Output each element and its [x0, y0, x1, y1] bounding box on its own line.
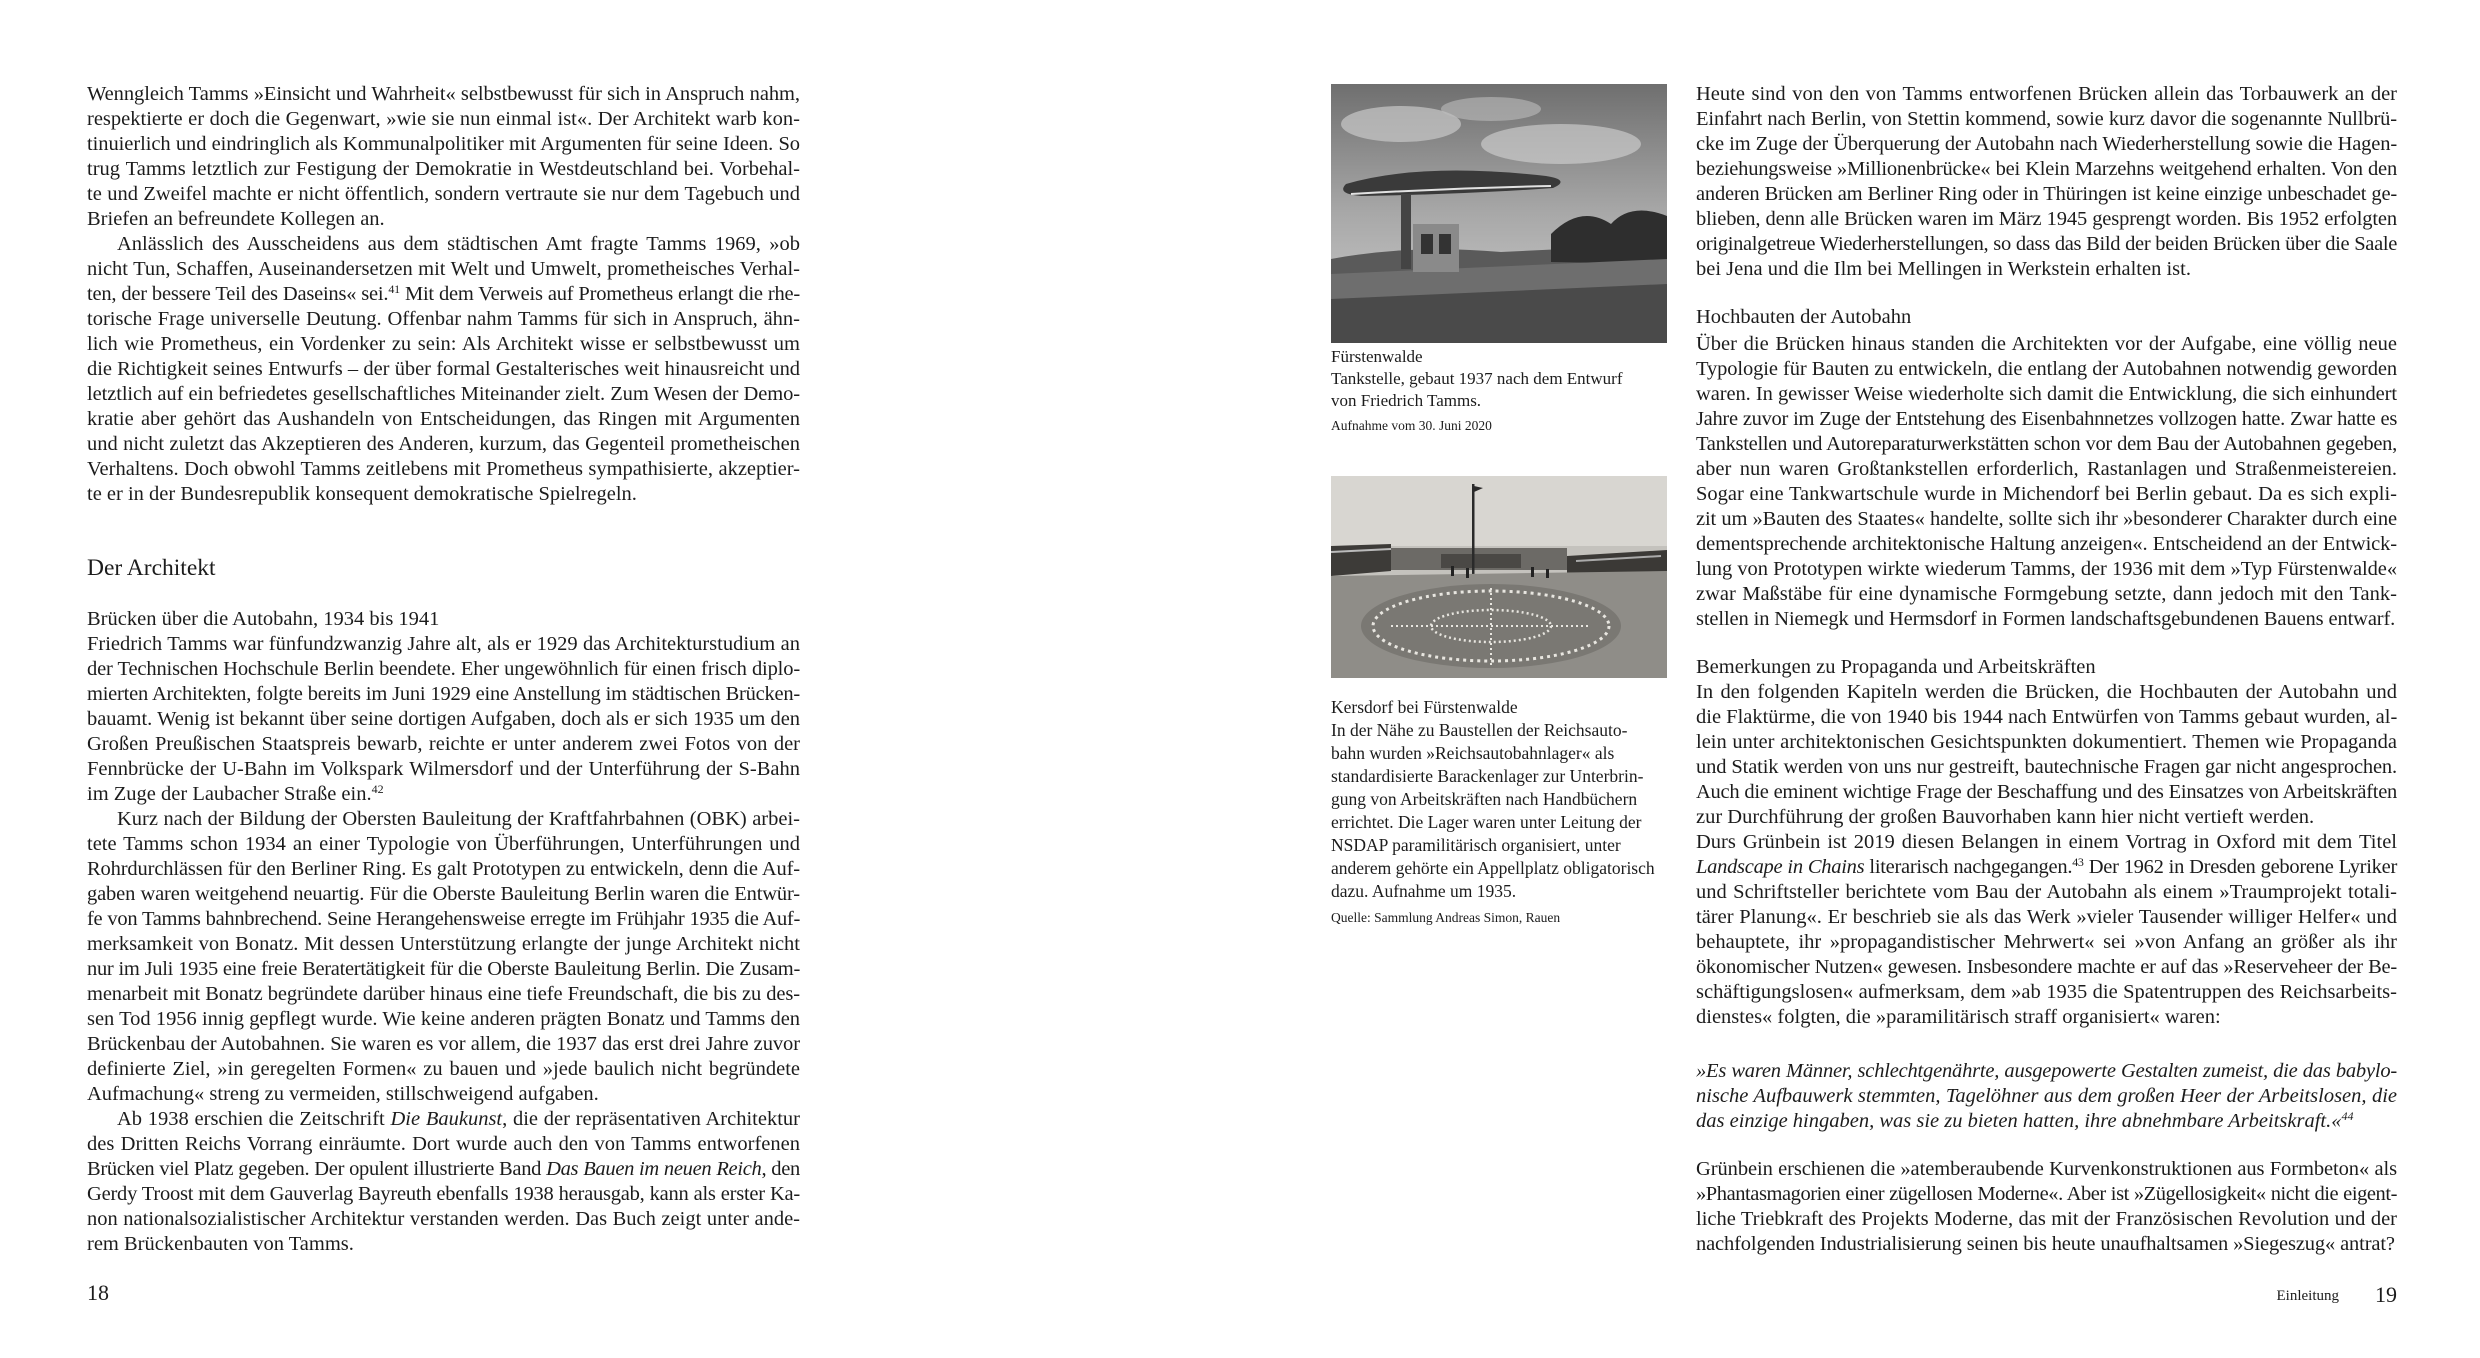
text-line: Durs Grünbein ist 2019 diesen Belangen in einem Vortrag in Oxford mit dem Titel	[1696, 831, 2397, 853]
text-line: Sogar eine Tankwartschule wurde in Michendorf bei Berlin gebaut. Da es sich expli-	[1696, 483, 2397, 505]
text-line: der Technischen Hochschule Berlin beendete. Eher ungewöhnlich für einen frisch diplo-	[87, 658, 800, 680]
text-line: des Dritten Reichs Vorrang einräumte. Dort wurde auch den von Tamms entworfenen	[87, 1133, 800, 1155]
paragraph	[87, 1107, 800, 1257]
text-line: rem Brückenbauten von Tamms.	[87, 1233, 354, 1255]
caption-line: dazu. Aufnahme um 1935.	[1331, 881, 1517, 901]
text-line: letztlich auf ein befriedetes gesellschaftliches Miteinander zielt. Zum Wesen der Demo-	[87, 383, 800, 405]
text-line: Kurz nach der Bildung der Obersten Bauleitung der Kraftfahrbahnen (OBK) arbei-	[117, 808, 800, 830]
italic-title: Das Bauen im neuen Reich	[546, 1158, 762, 1180]
text-line: tärer Planung«. Er beschrieb sie als das Werk »vieler Tausender williger Helfer« und	[1696, 906, 2397, 928]
page-footer-right	[2277, 1282, 2398, 1308]
caption-line: NSDAP paramilitärisch organisiert, unter	[1331, 835, 1621, 855]
text-line: Friedrich Tamms war fünfundzwanzig Jahre alt, als er 1929 das Architekturstudium an	[87, 633, 800, 655]
text-line: dementsprechende architektonische Haltung anzeigen«. Entscheidend an der Entwick-	[1696, 533, 2397, 555]
text-line	[1696, 855, 2397, 880]
text-line	[87, 782, 800, 807]
text-line: lung von Prototypen wirkte wiederum Tamms, der 1936 mit dem »Typ Fürstenwalde«	[1696, 558, 2397, 580]
text-line: Rohrdurchlässen für den Berliner Ring. Es galt Prototypen zu entwickeln, denn die Auf-	[87, 858, 800, 880]
caption-line: von Friedrich Tamms.	[1331, 391, 1482, 410]
text-line: originalgetreue Wiederherstellungen, so dass das Bild der beiden Brücken über die Saale	[1696, 233, 2397, 255]
text-line: Der Architekt	[87, 555, 216, 581]
paragraph	[1696, 1157, 2397, 1257]
caption-line: bahn wurden »Reichsautobahnlager« als	[1331, 743, 1615, 763]
text-line: fe von Tamms bahnbrechend. Seine Herangehensweise erregte im Frühjahr 1935 die Auf-	[87, 908, 800, 930]
text-line: Hochbauten der Autobahn	[1696, 306, 1912, 328]
text-line	[1696, 1109, 2397, 1134]
text-line: anderen Brücken am Berliner Ring oder in Thüringen ist keine einzige unbeschadet ge-	[1696, 183, 2397, 205]
text-line: Jahre zuvor im Zuge der Entstehung des Eisenbahnnetzes vollzogen hatte. Zwar hatte es	[1696, 408, 2397, 430]
text-line: waren. In gewisser Weise wiederholte sich damit die Entwicklung, die sich einhundert	[1696, 383, 2397, 405]
text-line: Wenngleich Tamms »Einsicht und Wahrheit« selbstbewusst für sich in Anspruch nahm,	[87, 83, 800, 105]
paragraph	[1696, 830, 2397, 1030]
text-line: respektierte er doch die Gegenwart, »wie sie nun einmal ist«. Der Architekt warb kon-	[87, 108, 800, 130]
text-line: Verhaltens. Doch obwohl Tamms zeitlebens mit Prometheus sympathisierte, akzeptier-	[87, 458, 800, 480]
paragraph	[87, 232, 800, 507]
paragraph	[1696, 82, 2397, 282]
text-line: »Phantasmagorien einer zügellosen Moderne«. Aber ist »Zügellosigkeit« nicht die eigent-	[1696, 1183, 2397, 1205]
text-run: das einzige hingaben, was sie zu bieten hatten, ihre abnehmbare Arbeitskraft.«	[1696, 1110, 2342, 1132]
paragraph	[1696, 680, 2397, 830]
text-line: Heute sind von den von Tamms entworfenen Brücken allein das Torbauwerk an der	[1696, 83, 2397, 105]
text-line: die Richtigkeit seines Entwurfs – der über formal Gestalterisches weit hinausreicht und	[87, 358, 800, 380]
text-line: nicht Tun, Schaffen, Auseinandersetzen mit Welt und Umwelt, prometheisches Verhal-	[87, 258, 800, 280]
paragraph	[87, 807, 800, 1107]
text-line: merksamkeit von Bonatz. Mit dessen Unterstützung erlangte der junge Architekt nicht	[87, 933, 800, 955]
caption-note: Aufnahme vom 30. Juni 2020	[1331, 418, 1492, 433]
italic-title: Landscape in Chains	[1696, 856, 1865, 878]
text-line	[87, 1157, 800, 1182]
text-line: cke im Zuge der Überquerung der Autobahn nach Wiederherstellung sowie die Hagen-	[1696, 133, 2397, 155]
text-line: Aufmachung« streng zu vermeiden, stillschweigend aufgaben.	[87, 1083, 599, 1105]
page-number-right: 19	[2375, 1282, 2397, 1307]
caption-line: errichtet. Die Lager waren unter Leitung der	[1331, 812, 1642, 832]
text-line: lein unter architektonischen Gesichtspunkten dokumentiert. Themen wie Propaganda	[1696, 731, 2397, 753]
text-line: tinuierlich und eindringlich als Kommunalpolitiker mit Argumenten für seine Ideen. So	[87, 133, 800, 155]
text-line: te und Zweifel machte er nicht öffentlich, sondern vertraute sie nur dem Tagebuch und	[87, 183, 800, 205]
text-line: liche Triebkraft des Projekts Moderne, das mit der Französischen Revolution und der	[1696, 1208, 2397, 1230]
text-run: im Zuge der Laubacher Straße ein.	[87, 783, 372, 805]
footnote-ref: 43	[2072, 855, 2084, 869]
text-run: Ab 1938 erschien die Zeitschrift	[117, 1108, 391, 1130]
text-line: ökonomischer Nutzen« gewesen. Insbesondere machte er auf das »Reserveheer der Be-	[1696, 956, 2397, 978]
caption-line: anderem gehörte ein Appellplatz obligatorisch	[1331, 858, 1655, 878]
text-line: tete Tamms schon 1934 an einer Typologie von Überführungen, Unterführungen und	[87, 833, 800, 855]
text-line: dienstes« folgten, die »paramilitärisch straff organisiert« waren:	[1696, 1006, 2221, 1028]
text-line: te er in der Bundesrepublik konsequent demokratische Spielregeln.	[87, 483, 637, 505]
labor-camp-photo	[1331, 476, 1667, 678]
text-line: bei Jena und die Ilm bei Mellingen in Werkstein erhalten ist.	[1696, 258, 2191, 280]
text-line: Brücken über die Autobahn, 1934 bis 1941	[87, 608, 440, 630]
text-line: blieben, denn alle Brücken waren im März 1945 gesprengt worden. Bis 1952 erfolgten	[1696, 208, 2397, 230]
figure-caption-2	[1331, 696, 1691, 929]
text-run: literarisch nachgegangen.	[1864, 856, 2073, 878]
text-line: bauamt. Wenig ist bekannt über seine dortigen Aufgaben, doch als er sich 1935 um den	[87, 708, 800, 730]
italic-title: Die Baukunst	[390, 1108, 503, 1130]
text-line: Bemerkungen zu Propaganda und Arbeitskräften	[1696, 656, 2096, 678]
paragraph	[1696, 332, 2397, 632]
text-line: und nicht zuletzt das Akzeptieren des Anderen, kurzum, das Gegenteil prometheischen	[87, 433, 800, 455]
figure-caption-1	[1331, 346, 1691, 437]
block-quote	[1696, 1059, 2397, 1134]
text-run: ten, der bessere Teil des Daseins« sei.	[87, 283, 389, 305]
text-line: Gerdy Troost mit dem Gauverlag Bayreuth ebenfalls 1938 herausgab, kann als erster Ka-	[87, 1183, 800, 1205]
text-line	[87, 1107, 800, 1132]
text-line: Fennbrücke der U-Bahn im Volkspark Wilmersdorf und der Unterführung der S-Bahn	[87, 758, 800, 780]
text-line: und Statik werden von uns nur gestreift, bautechnische Fragen gar nicht angesprochen.	[1696, 756, 2397, 778]
text-line: lich wie Prometheus, ein Vordenker zu sein: Als Architekt wisse er selbstbewusst um	[87, 333, 800, 355]
text-line: zit um »Bauten des Staates« handelte, sollte sich ihr »besonderer Charakter durch eine	[1696, 508, 2397, 530]
caption-title: Kersdorf bei Fürstenwalde	[1331, 697, 1518, 717]
text-line: Auch die eminent wichtige Frage der Beschaffung und des Einsatzes von Arbeitskräften	[1696, 781, 2397, 803]
text-line: zwar Maßstäbe für eine dynamische Formgebung setzte, dann jedoch mit den Tank-	[1696, 583, 2397, 605]
section-heading	[87, 554, 800, 582]
text-line	[87, 282, 800, 307]
text-line: stellen in Niemegk und Hermsdorf in Formen landschaftsgebundenen Bauens entwarf.	[1696, 608, 2396, 630]
footnote-ref: 41	[388, 282, 400, 296]
text-line: Typologie für Bauten zu entwickeln, die entlang der Autobahnen notwendig geworden	[1696, 358, 2397, 380]
caption-title: Fürstenwalde	[1331, 347, 1423, 366]
caption-line: gung von Arbeitskräften nach Handbüchern	[1331, 789, 1638, 809]
text-run: Mit dem Verweis auf Prometheus erlangt die rhe-	[399, 283, 800, 305]
text-run: Brücken viel Platz gegeben. Der opulent illustrierte Band	[87, 1158, 547, 1180]
text-line: schäftigungslosen« aufmerksam, dem »ab 1935 die Spatentruppen des Reichsarbeits-	[1696, 981, 2397, 1003]
page-number-left: 18	[87, 1280, 109, 1305]
text-line: die Flaktürme, die von 1940 bis 1944 nach Entwürfen von Tamms gebaut wurden, al-	[1696, 706, 2398, 728]
caption-line: In der Nähe zu Baustellen der Reichsauto-	[1331, 720, 1628, 740]
text-line: Anlässlich des Ausscheidens aus dem städtischen Amt fragte Tamms 1969, »ob	[117, 233, 800, 255]
text-line: sen Tod 1956 innig gepflegt wurde. Wie keine anderen prägten Bonatz und Tamms den	[87, 1008, 800, 1030]
text-line: torische Frage universelle Deutung. Offenbar nahm Tamms für sich in Anspruch, ähn-	[87, 308, 800, 330]
gas-station-photo	[1331, 84, 1667, 343]
text-line: aber nun waren Großtankstellen erforderlich, Rastanlagen und Straßenmeistereien.	[1696, 458, 2397, 480]
paragraph	[87, 82, 800, 232]
footnote-ref: 42	[371, 782, 384, 796]
text-line: und Schriftsteller berichtete vom Bau der Autobahn als einem »Traumprojekt totali-	[1696, 881, 2397, 903]
text-line: trug Tamms letztlich zur Festigung der Demokratie in Westdeutschland bei. Vorbehal-	[87, 158, 800, 180]
text-line: Brückenbau der Autobahnen. Sie waren es vor allem, die 1937 das erst drei Jahre zuvor	[87, 1033, 800, 1055]
text-line: definierte Ziel, »in geregelten Formen« zu bauen und »jede baulich nicht begründete	[87, 1058, 800, 1080]
text-line: behauptete, ihr »propagandistischer Mehrwert« sei »von Anfang an größer als ihr	[1696, 931, 2397, 953]
text-run: Der 1962 in Dresden geborene Lyriker	[2083, 856, 2397, 878]
text-line: gaben waren weitgehend neuartig. Für die Oberste Bauleitung Berlin waren die Entwür-	[87, 883, 800, 905]
text-line: kratie aber gehört das Aushandeln von Entscheidungen, das Ringen mit Argumenten	[87, 408, 800, 430]
text-line: »Es waren Männer, schlechtgenährte, ausgepowerte Gestalten zumeist, die das babylo-	[1696, 1060, 2397, 1082]
subsection-heading	[87, 607, 800, 632]
text-line: nische Aufbauwerk stemmten, Tagelöhner aus dem großen Heer der Arbeitslosen, die	[1696, 1085, 2397, 1107]
caption-source: Quelle: Sammlung Andreas Simon, Rauen	[1331, 910, 1561, 925]
caption-line: Tankstelle, gebaut 1937 nach dem Entwurf	[1331, 369, 1623, 388]
text-line: Einfahrt nach Berlin, von Stettin kommend, sowie kurz davor die sogenannte Nullbrü-	[1696, 108, 2397, 130]
text-line: Tankstellen und Autoreparaturwerkstätten schon vor dem Bau der Autobahnen gegeben,	[1696, 433, 2397, 455]
text-line: In den folgenden Kapiteln werden die Brücken, die Hochbauten der Autobahn und	[1696, 681, 2397, 703]
text-line: Grünbein erschienen die »atemberaubende Kurvenkonstruktionen aus Formbeton« als	[1696, 1158, 2397, 1180]
subsection-heading	[1696, 305, 2397, 330]
text-run: , die der repräsentativen Architektur	[502, 1108, 800, 1130]
text-line: zur Durchführung der großen Bauvorhaben kann hier nicht vertieft werden.	[1696, 806, 2315, 828]
text-line: non nationalsozialistischer Architektur verstanden werden. Das Buch zeigt unter ande-	[87, 1208, 800, 1230]
text-line: nachfolgenden Industrialisierung seinen bis heute unaufhaltsamen »Siegeszug« antrat?	[1696, 1233, 2395, 1255]
text-line: beziehungsweise »Millionenbrücke« bei Klein Marzehns weitgehend erhalten. Von den	[1696, 158, 2397, 180]
running-head: Einleitung	[2276, 1288, 2339, 1304]
paragraph	[87, 632, 800, 807]
caption-line: standardisierte Barackenlager zur Unterbrin-	[1331, 766, 1644, 786]
text-line: mierten Architekten, folgte bereits im Juni 1929 eine Anstellung im städtischen Brücken-	[87, 683, 800, 705]
subsection-heading	[1696, 655, 2397, 680]
footnote-ref: 44	[2341, 1109, 2354, 1123]
text-line: Über die Brücken hinaus standen die Architekten vor der Aufgabe, eine völlig neue	[1696, 333, 2397, 355]
text-line: menarbeit mit Bonatz begründete darüber hinaus eine tiefe Freundschaft, die bis zu des-	[87, 983, 800, 1005]
text-line: Großen Preußischen Staatspreis bewarb, reichte er unter anderem zwei Fotos von der	[87, 733, 800, 755]
text-run: , den	[761, 1158, 800, 1180]
text-line: nur im Juli 1935 eine freie Beratertätigkeit für die Oberste Bauleitung Berlin. Die Zusam-	[87, 958, 800, 980]
text-line: Briefen an befreundete Kollegen an.	[87, 208, 385, 230]
